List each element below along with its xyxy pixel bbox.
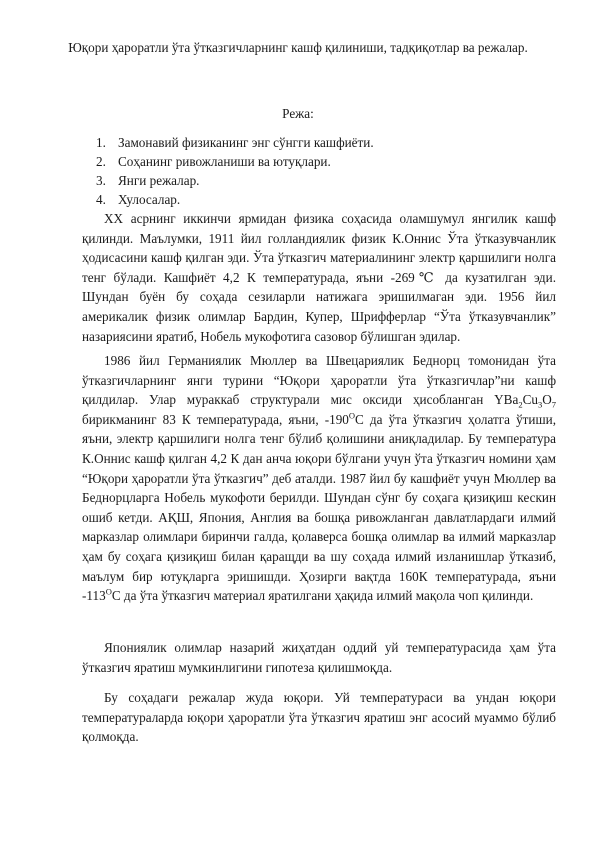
p2-text-c: C да ўта ўтказгич ҳолатга ўтиши, яъни, электр қаршилиги нолга тенг бўлиб қолишини аниқладилар. Бу температура К.Оннис кашф қилган 4,2 К дан анча юқори бўлгани учун ўта ўтказгич номини ҳам “Юқори ҳароратли ўта ўтказгич” деб аталди. 1987 йил бу кашфиёт учун Мюллер ва Беднорцларга Нобель мукофоти берилди. Шундан сўнг бу соҳага қизиқиш кескин ошиб кетди. АҚШ, Япония, Англия ва бошқа ривожланган давлатлардаги илмий марказлар олимлари биринчи галда, қолаверса бошқа олимлар ва илмий марказлар ҳам бу соҳага қизиқиш билан қаращди ва шу соҳада илмий изланишлар ўтказиб, маълум бир ютуқларга эришишди. Ҳозирги вақтда 160К температурада, яъни -113 xyxy=(82,411,556,604)
plan-item-number: 2. xyxy=(96,154,106,169)
formula-subscript: 2 xyxy=(518,399,523,410)
p2-text-d: C да ўта ўтказгич материал яратилгани ҳақида илмий мақола чоп қилинди. xyxy=(111,588,534,604)
plan-item-number: 3. xyxy=(96,173,106,188)
plan-list xyxy=(96,133,556,209)
plan-item xyxy=(96,152,556,171)
plan-heading: Режа: xyxy=(282,106,314,121)
formula-part: O xyxy=(542,392,552,408)
p2-text-b: бирикманинг 83 К температурада, яъни, -190 xyxy=(82,411,349,427)
p1-text-a: XX асрнинг иккинчи ярмидан физика соҳасида оламшумул янгилик кашф қилинди. Маълумки, 1911 йил голландиялик физик К.Оннис Ўта ўтказувчанлик ҳодисасини кашф қилган эди. Ўта ўтказгич материалининг электр қаршилиги нолга тенг бўлади. Кашфиёт 4,2 К температурада, яъни -269 xyxy=(82,211,556,285)
plan-item-text: Хулосалар. xyxy=(118,192,181,207)
paragraph-future-plans: Бу соҳадаги режалар жуда юқори. Уй температураси ва ундан юқори температураларда юқори ҳароратли ўта ўтказгич яратиш энг асосий муаммо бўлиб қолмоқда. xyxy=(82,690,556,745)
paragraph-high-temperature-discovery xyxy=(82,351,556,606)
celsius-unit: ℃ xyxy=(414,269,438,285)
paragraph-japan-hypothesis: Япониялик олимлар назарий жиҳатдан оддий уй температурасида ҳам ўта ўтказгич яратиш мумкинлигини гипотеза қилишмоқда. xyxy=(82,640,556,675)
degree-superscript: O xyxy=(105,586,112,597)
plan-item-number: 4. xyxy=(96,192,106,207)
degree-superscript: O xyxy=(348,410,356,421)
formula-subscript: 7 xyxy=(551,399,556,410)
plan-item-number: 1. xyxy=(96,135,106,150)
plan-item-text: Соҳанинг ривожланиши ва ютуқлари. xyxy=(118,154,331,169)
p2-text-a: 1986 йил Германиялик Мюллер ва Швецариялик Беднорц томонидан ўта ўтказгичларнинг янги турини “Юқори ҳароратли ўта ўтказгичлар”ни кашф қилдилар. Улар мураккаб структурали мис оксиди ҳисобланган YBa xyxy=(82,353,556,408)
plan-item xyxy=(96,133,556,152)
formula-part: Cu xyxy=(522,392,538,408)
paragraph-discovery-history xyxy=(82,209,556,346)
plan-item xyxy=(96,171,556,190)
document-title: Юқори ҳароратли ўта ўтказгичларнинг кашф қилиниши, тадқиқотлар ва режалар. xyxy=(68,40,528,55)
plan-item-text: Янги режалар. xyxy=(118,173,200,188)
plan-item xyxy=(96,190,556,209)
p1-text-b: да кузатилган эди. Шундан буён бу соҳада сезиларли натижага эришилмаган эди. 1956 йил америкалик физик олимлар Бардин, Купер, Шрифферлар “Ўта ўтказувчанлик” назариясини яратиб, Нобель мукофотига сазовор бўлишган эдилар. xyxy=(82,269,557,344)
plan-item-text: Замонавий физиканинг энг сўнгги кашфиёти. xyxy=(118,135,374,150)
formula-subscript: 3 xyxy=(537,399,543,410)
